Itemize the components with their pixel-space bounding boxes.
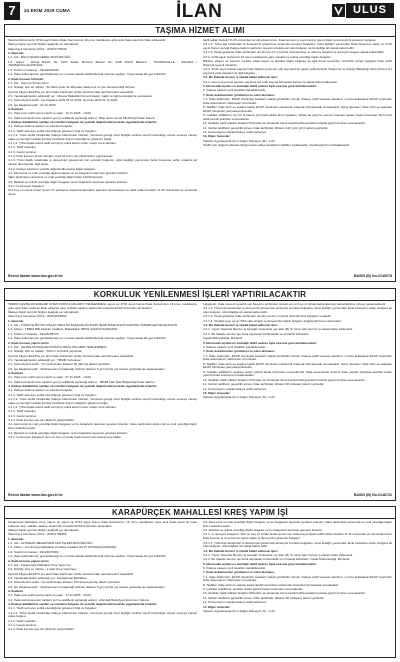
notice-paragraph: 8. Teklifler, ihale tarih ve saatine kadar EKAP üzerinden elektronik ortamda hazırlanarak sunulacaktır. (203, 582, 340, 587)
notice-paragraph: 4.4. Bu ihalede benzer iş olarak kabul edilecek işler: (203, 548, 279, 553)
notice-paragraph: 4.4.2. Bu ihalede benzer işe denk sayılacak mühendislik ve mimarlık bölümleri: (203, 331, 310, 336)
notice-paragraph: 12. Konsorsiyum olarak ihaleye teklif verilemez. (203, 130, 268, 134)
notice-paragraph: İhale Kayıt Numarası (İKN) : 2025/1919062 (8, 314, 67, 319)
notice-paragraph: 1.1. Adı : TÜRKİYE BÜYÜK MİLLET MECLİSİ BAŞKANLIĞI İDARİ İŞLER BAŞKANLIĞI DESTEK HİZMETLERİ BAŞKANLIĞI (8, 323, 178, 328)
notice-paragraph: 2.1. Adı : ÇEVRE DUVARLARI KISMİ KORKULUKLARIN YENİLENMESİ (8, 344, 107, 349)
notice-paragraph: 7. İhale dokümanının görülmesi ve satın alınması: (203, 92, 275, 97)
logo-mark-icon (332, 4, 345, 17)
newspaper-logo (332, 3, 394, 18)
section-title: İLAN (176, 1, 223, 22)
notice-paragraph: 4.3.1.3. Ortaklık payı en az %51 olan ortağın iş deneyimine ilişkin belgeler değerlendirmeye alınacaktır. (203, 318, 342, 323)
notice-title-bar (5, 25, 395, 37)
official-ads-link[interactable]: Resmî ilanlar www.ilan.gov.tr'de (8, 274, 63, 278)
masthead (0, 0, 400, 22)
notice-paragraph: 4.1.1.1. Tüzel kişilik tarafından ihaleye katılınması halinde, mevzuatı gereği tüzel kişiliğin siciline kayıtlı bulunduğu ticaret ve/veya sanayi odası ya da ilgili mesleki kuruluş nezdinde kayıtlı olunduğunu gösteren belge. (8, 132, 197, 141)
notice-paragraph: 4.3.1. İş deneyim belgeleri: (8, 183, 45, 188)
notice-paragraph: 4.1.1.1. Tüzel kişilik tarafından ihaleye katılınması halinde, mevzuatı gereği tüzel kişiliğin siciline kayıtlı bulunduğu ticaret ve/veya sanayi odası belgesi. (8, 610, 197, 619)
notice-paragraph: 2.3. Yapılacağı/teslim edileceği yer : Karapürçek Mahallesi (8, 575, 87, 580)
press-number: BASIN (B) No:2148731 (353, 493, 392, 497)
tender-notice-transport (4, 24, 396, 282)
notice-paragraph: 5. Ekonomik açıdan en avantajlı teklif sadece fiyat esasına göre belirlenecektir. (203, 561, 317, 566)
notice-paragraph: 7.1. İhale dokümanı, EKAP üzerinden bedelsiz olarak görülebilir. Ancak, ihaleye teklif verecek olanların, e-imza kullanarak EKAP üzerinden ihale dokümanını indirmeleri zorunludur. (203, 97, 392, 105)
notice-paragraph: 4.4. Bu ihalede benzer iş olarak kabul edilecek işler: (203, 323, 279, 328)
notice-title: KARAPÜRÇEK MAHALLESİ KREŞ YAPIM İŞİ (112, 508, 288, 517)
notice-paragraph: 3.1. İhale (son teklif verme) tarih ve saati : 17.11.2025 - 10:00 (8, 593, 91, 598)
notice-paragraph: 4.3.1.2. Ortak girişimler ihale tarihinden önceki son bir yıl içinde düzenlenmiş belgeleri sunabilir. (203, 314, 332, 319)
notice-paragraph: 1.2. Adresi : Ahmet Rasim Sk. Fatih Sultan Mehmet Bulvarı No: 44/B 06370 Batıkent - YENİMAHALLE / ANKARA / YENİMAHALLE/ANKARA (8, 59, 197, 68)
notice-paragraph: 2- İhale konusu hizmetin (8, 76, 44, 81)
notice-paragraph: İhalede Uygulanacak Sınır Değer Katsayısı (N) : 1,00 (203, 395, 275, 400)
notice-paragraph: 4.3.1.1. Tüzel kişi tarafından iş deneyimini göstermek amacıyla sunulan belgelere; tüzel kişiliğin yarısından fazla hissesine sahip ortağına ait olan belgeler, tüzel kişiliğe ait olarak kabul edilir. (203, 306, 392, 315)
notice-paragraph: 3.1. İhale (son teklif verme) tarih ve saati : 07.11.2025 - 10:00 (8, 375, 91, 380)
notice-column-right (203, 521, 392, 633)
notice-paragraph: 4.1.4. İhale konusu işte alt yüklenici çalıştırılabilir. (8, 418, 75, 423)
notice-paragraph: 4.3.3. 4734 sayılı Kanun kapsamında faaliyet gösteren yük taşımacılığı yapan yüklenicilerin Ulaştırma ve Altyapı Bakanlığı'ndan alınmış K1 veya K3 yetki belgeleri ile ilgili belgeler. (203, 67, 392, 75)
notice-paragraph: 6. İhaleye sadece yerli istekliler katılabilecektir. (203, 344, 266, 349)
notice-paragraph: 3.1. İhale (son teklif verme) tarih ve saati : 19.11.2025 - 10:00 (8, 111, 91, 116)
notice-body (8, 521, 392, 633)
notice-paragraph: 4.1.1.2. Tüzel kişilik adına teklif vermeye yetkili kişinin noter onaylı imza sirküleri. (8, 141, 117, 146)
notice-paragraph: 2- İhale konusu yapım işinin (8, 340, 49, 345)
notice-paragraph: 2.2. Niteliği, türü ve miktarı : 82 farklı türde 34.392 adet nakliye işi ve yön denetmenliği hizmeti (8, 85, 135, 90)
notice-paragraph: Ayrıntılı bilgiye EKAP'ta yer alan ihale dokümanı içinde bulunan idari şartnameden ulaşılabilir. (8, 353, 134, 358)
notice-paragraph: 10. İstekliler teklif ettikleri bedelin %3'ünden az olmamak üzere kendi belirleyecekleri tutarda geçici teminat vereceklerdir. (203, 591, 366, 596)
notice-paragraph: Taşıma hizmet alımı 4734 sayılı Kamu İhale Kanununun 19 uncu maddesine göre açık ihale usulü ile ihale edilecektir. (8, 39, 167, 42)
issue-date: 24 EKİM 2025 CUMA (24, 8, 71, 13)
notice-paragraph: TEMİNİ ÇEVRE DUVARLARI KISMİ KORKULUKLARIN YENİLENMESİ yapım işi 4734 sayılı Kamu İhale Kanununun 19 uncu maddesine göre açık ihale usulü ile ihale edilecek olup, teklifler sadece elektronik ortamda EKAP üzerinden alınacaktır. (8, 303, 197, 310)
notice-paragraph: 2.5. İşe başlama tarihi : Sözleşmenin imzalandığı tarihten itibaren 5 gün içinde yer teslimi yapılarak işe başlanacaktır. (8, 366, 166, 371)
notice-paragraph: 12. Konsorsiyum olarak ihaleye teklif verilemez. (203, 600, 268, 605)
notice-paragraph: 2.2. Niteliği, türü ve miktarı : 1 Adet Kreş Yapılması (8, 567, 77, 572)
notice-paragraph: 4.1.4. İhale konusu alımın tamamı veya bir kısmı alt yüklenicilere yaptırılamaz. (8, 154, 114, 159)
notice-paragraph: 5. Ekonomik açıdan en avantajlı teklif sadece fiyat esasına göre belirlenecektir. (203, 84, 317, 88)
notice-paragraph: 3- İhalenin (8, 106, 24, 111)
notice-paragraph: İhaleye ilişkin ayrıntılı bilgiler aşağıda yer almaktadır: (8, 528, 80, 533)
notice-paragraph: İhaleye ilişkin ayrıntılı bilgiler aşağıda yer almaktadır: (8, 310, 80, 315)
notice-paragraph: 4.1.1.1. Tüzel kişilik tarafından ihaleye katılınması halinde, mevzuatı gereği tüzel kişiliğin siciline kayıtlı bulunduğu ticaret ve/veya sanayi odası ya da ilgili mesleki kuruluş nezdinde kayıtlı olduğunu gösteren belge. (8, 396, 197, 405)
notice-paragraph: 4.2. Ekonomik ve mali yeterliğe ilişkin belgeler ve bu belgelerin taşıması gereken kriterler: İdare tarafından ekonomik ve mali yeterliğe ilişkin kriter belirtilmemiştir. (203, 521, 392, 528)
press-number: BASIN (B) No:2146678 (353, 274, 392, 278)
notice-paragraph: 4. İhaleye katılabilme şartları ve istenilen belgeler ile yeterlik değerlendirmesinde uygulanacak kriterler: (8, 383, 158, 388)
notice-paragraph: 4.1.6. İhaleye katılımın yeterlik değerlendirmesine ilişkin belgeler. (8, 166, 96, 171)
notice-paragraph: 2.4. Süresi/teslim tarihi : Yer tesliminden itibaren 60 (altmış) takvim günüdür. (8, 362, 111, 367)
notice-paragraph: 2.1. Adı : Taşıma Hizmet Alımı (8, 80, 49, 85)
notice-title: KORKULUK YENİLENMESİ İŞLERİ YAPTIRILACAKTIR (93, 290, 307, 299)
notice-paragraph: 4.1. İhaleye katılma şartları ve istenilen belgeler: (8, 124, 74, 129)
notice-title-bar (5, 289, 395, 301)
notice-paragraph: 1- İdarenin (8, 51, 24, 56)
notice-paragraph: 4.2. Ekonomik ve mali yeterliğe ilişkin belgeler ve bu belgelerin taşıması gereken kriterler: İdare tarafından ekonomik ve mali yeterliğe ilişkin kriter belirtilmemiştir. (8, 422, 197, 431)
notice-paragraph: 4.1.4. İhale konusu işte alt yüklenici çalıştırılabilir. (8, 627, 75, 632)
notice-paragraph: 9. İstekliler tekliflerini, anahtar teslim götürü bedel üzerinden vereceklerdir. İhale sonucunda, üzerine ihale yapılan istekliyle anahtar teslim götürü bedel sözleşme imzalanacaktır. (203, 369, 392, 378)
notice-paragraph: 1.2. Adresi : Cumhuriyet Mahallesi Kurtuluş Caddesi No:27 ALTINDAĞ/ANKARA (8, 545, 117, 550)
notice-title-bar (5, 507, 395, 519)
notice-paragraph: 4.1.3. Geçici teminat. (8, 413, 37, 418)
notice-paragraph: 1.4. İhale dokümanının görülebileceği ve e-imzalı olarak indirilebileceği internet sayfası : https://ekap.kik.gov.tr/EKAP/ (8, 336, 166, 341)
notice-paragraph: İhaleye ilişkin ayrıntılı bilgiler aşağıda yer almaktadır: (8, 42, 80, 47)
notice-paragraph: 2- İhale konusu yapım işinin (8, 558, 49, 563)
notice-paragraph: 11. Verilen tekliflerin geçerlilik süresi, ihale tarihinden itibaren 90 (doksan) takvim günüdür. (203, 595, 325, 600)
notice-title: TAŞIMA HİZMET ALIMI (155, 26, 245, 35)
notice-paragraph: 3- İhalenin (8, 588, 24, 593)
notice-paragraph: 4.3. Mesleki ve teknik yeterliğe ilişkin belgeler ve bu belgelerin taşıması gereken kriterler: (8, 179, 128, 184)
notice-paragraph: 4.1.2. Teklif mektubu. (8, 145, 37, 150)
notice-paragraph: 4.4.2. Bu ihalede benzer işe denk sayılacak mühendislik ve mimarlık bölümleri: İnşaat Mühendisliği, Mimarlık (203, 557, 350, 562)
notice-paragraph: 7.1. İhale dokümanı, EKAP üzerinden bedelsiz olarak görülebilir. Ancak, ihaleye teklif verecek olanların, e-imza kullanarak EKAP üzerinden ihale dokümanını indirmeleri zorunludur. (203, 353, 392, 362)
notice-paragraph: 4.4.1. Yapım İşlerinde Benzer İş Grupları Listesinde yer alan (B) III. Grup işler benzer iş olarak kabul edilecektir. (203, 552, 354, 557)
notice-paragraph: 4.3.2. 4734 sayılı Kanun'un 10 uncu maddesine göre mesleki ve teknik yeterliğe ilişkin belgeler: (203, 54, 332, 59)
notice-paragraph: teklif edilen bedelin % 25 oranından az olmamak üzere, ihale konusu iş veya benzer işlere ilişkin iş deneyimini gösteren belgeler. (203, 39, 377, 42)
notice-paragraph: İhalede Uygulanacak Sınır Değer Katsayısı (R) : 1,00 (203, 138, 275, 143)
notice-paragraph: 1.2. Adresi : TBMM Milli İradeler Caddesi, Bakanlıklar 06543 ÇANKAYA/ANKARA (8, 327, 118, 332)
tender-notice-kindergarten (4, 506, 396, 658)
official-ads-link[interactable]: Resmî ilanlar www.ilan.gov.tr'de (8, 493, 63, 497)
notice-paragraph: 2.3. Yapılacağı/teslim edileceği yer : Mevcut Bakanlık hizmet binaları, bağlı ve ilgili kuruluşlar ile yerleşkeler (8, 93, 153, 98)
notice-paragraph: İhale Kayıt Numarası (İKN) : 2025/1775848 (8, 46, 67, 51)
notice-paragraph: 1.4. İhale dokümanının görülebileceği ve e-imzalı olarak indirilebileceği internet sayfası : https://ekap.kik.gov.tr/EKAP/ (8, 554, 166, 559)
notice-paragraph: 13. Diğer hususlar: (203, 604, 231, 609)
notice-paragraph: İdare tarafından ekonomik ve mali yeterliğe ilişkin kriter belirtilmemiştir. (8, 175, 104, 180)
notice-paragraph: Teklifi sınır değerin altında olduğu tespit edilen isteklilerin teklifleri açıklamaları istenilmeksizin reddedilecektir. (203, 143, 350, 148)
notice-paragraph: 4.1.3. Geçici teminat. (8, 623, 37, 628)
notice-paragraph: 2.4. Süresi/teslim tarihi : Yer tesliminden itibaren 270 (ikiyüzyetmiş) takvim günüdür. (8, 580, 121, 585)
notice-paragraph: Karapürçek Mahallesi Kreş Yapım İşi yapım işi 4734 sayılı Kamu İhale Kanununun 19 uncu maddesine göre açık ihale usulü ile ihale edilecek olup, teklifler sadece elektronik ortamda EKAP üzerinden alınacaktır. (8, 521, 197, 528)
notice-paragraph: 7.1. İhale dokümanı, EKAP üzerinden bedelsiz olarak görülebilir. Ancak, ihaleye teklif verecek olanların, e-imza kullanarak EKAP üzerinden ihale dokümanını indirmeleri zorunludur. (203, 574, 392, 583)
notice-paragraph: 4.3.1.1. Tüzel kişi tarafından iş deneyimini göstermek amacıyla sunulan belgelere; tüzel kişiliğin yarısından fazla hissesine sahip ortağına ait olan belgeler, tüzel kişiliğe ait olarak kabul edilir. (203, 540, 392, 549)
notice-paragraph: 2.2. Niteliği, türü ve miktarı : 520 m² korkuluk yapılması (8, 349, 83, 354)
notice-paragraph: 4. İhaleye katılabilme şartları ve istenilen belgeler ile yeterlik değerlendirmesinde uygulanacak kriterler: (8, 601, 158, 606)
notice-paragraph: 4.1.5. Tüzel kişilik tarafından iş deneyimini göstermek için sunulan belgenin, tüzel kişiliğin yarısından fazla hissesine sahip ortağına ait olması durumunda, ilgili belge. (8, 158, 197, 167)
notice-column-left (8, 521, 197, 633)
notice-paragraph: belgelerin, ihale veya ön yeterlik son başvuru tarihinden önceki son on beş yıl içinde kabul işlemleri tamamlanmış olması gerekmektedir. (203, 303, 387, 306)
notice-paragraph: 4.3. Mesleki ve teknik yeterliğe ilişkin belgeler ve bu belgelerin taşıması gereken kriterler: (8, 430, 128, 435)
notice-paragraph: Ayrıntılı bilgiye EKAP'ta yer alan ihale dokümanı içinde bulunan idari şartnameden ulaşılabilir. (8, 571, 134, 576)
notice-paragraph: 10. İstekliler teklif ettikleri bedelin %3'ünden az olmamak üzere kendi belirleyecekleri tutarda geçici teminat vereceklerdir. (203, 377, 366, 382)
notice-paragraph: 12. Konsorsiyum olarak ihaleye teklif verilemez. (203, 386, 268, 391)
notice-paragraph: 3.2. İhale komisyonunun toplantı yeri (e-tekliflerin açılacağı adres) : TBMM İdari İşler Başkanlığı İhale Salonu (8, 379, 155, 384)
notice-paragraph: 7. İhale dokümanının görülmesi ve satın alınması: (203, 349, 275, 354)
notice-paragraph: İhalede Uygulanacak Sınır Değer Katsayısı (N) : 1,00 (203, 608, 275, 613)
notice-paragraph: 4.3.1. İş deneyim belgeleri: Son on beş yıl içinde bedel içeren tek sözleşmeye ilişkin (8, 434, 121, 439)
notice-paragraph: 4.3.1. İş deneyim belgeleri: Son on beş yıl içinde bedel içeren tek sözleşmeye ilişkin teklif edilen bedelin % 40 oranından az olmamak üzere ihale konusu iş veya benzer işlere ilişkin iş deneyimini gösteren belgeler. (203, 532, 392, 541)
notice-paragraph: 2.3. Yapılacağı/teslim edileceği yer : TBMM Yerleşkesi (8, 357, 81, 362)
notice-paragraph: 1.4. İhale dokümanının görülebileceği ve e-imzalı olarak indirilebileceği internet sayfası : https://ekap.kik.gov.tr/EKAP/ (8, 72, 166, 77)
notice-paragraph: 11. Verilen tekliflerin geçerlilik süresi, ihale tarihinden itibaren 90 (doksan) takvim günüdür. (203, 382, 325, 387)
notice-paragraph: 4.1.2. Teklif mektubu. (8, 618, 37, 623)
notice-paragraph: 8. Teklifler, ihale tarih ve saatine kadar EKAP üzerinden elektronik ortamda hazırlanarak sunulacaktır. Açılış işlemleri, ihale tarih ve saatinde EKAP üzerinden gerçekleştirilecektir. (203, 361, 392, 370)
notice-body (8, 303, 392, 440)
notice-paragraph: 1.1. Adı : ALTINDAĞ BELEDİYESİ FEN İŞLERİ MÜDÜRLÜĞÜ (8, 541, 93, 546)
notice-paragraph: 11. Verilen tekliflerin geçerlilik süresi, ihale tarihinden itibaren 120 (yüz yirmi) takvim günüdür. (203, 125, 329, 130)
notice-paragraph: 2.5. İşe başlama tarihi : Sözleşmenin imzalandığı tarihten itibaren 5 gün içinde yer teslimi yapılarak işe başlanacaktır. (8, 584, 166, 589)
notice-column-left (8, 303, 197, 440)
notice-body (8, 39, 392, 197)
notice-paragraph: 7. İhale dokümanının görülmesi ve satın alınması: (203, 570, 275, 575)
notice-paragraph: 6. İhaleye sadece yerli istekliler katılabilecektir. (203, 88, 266, 93)
notice-paragraph: 13. Diğer hususlar: (203, 390, 231, 395)
notice-footer (8, 492, 392, 498)
notice-paragraph: 4.2. Ekonomik ve mali yeterliğe ilişkin belgeler ve bu belgelerin taşıması gereken kriterler: (8, 170, 129, 175)
notice-paragraph: 9. İstekliler tekliflerini, anahtar teslim götürü bedel üzerinden vereceklerdir. (203, 587, 303, 592)
notice-paragraph: 6. İhaleye sadece yerli istekliler katılabilecektir. (203, 566, 266, 570)
notice-paragraph: 1- İdarenin (8, 536, 24, 541)
notice-paragraph: 2.4. Süresi/teslim tarihi : İşe başlama tarihi 01.01.2026, işin bitiş tarihi 31.12.2026 (8, 98, 118, 103)
notice-paragraph: 4.1.1. Teklif vermeye yetkili olunduğunu gösteren bilgi ve belgeler; (8, 128, 97, 133)
notice-paragraph: 4.1. İhaleye katılma şartları ve istenilen belgeler: (8, 388, 74, 393)
notice-footer (8, 273, 392, 279)
notice-paragraph: 4.3.1.2. Ortak girişimler ihale tarihinden önceki son bir yıl içinde düzenlenmiş ve alınmış belgeleri iş deneyim belgesi olarak kullanabilir. (203, 50, 385, 55)
notice-paragraph: 3.2. İhale komisyonunun toplantı yeri (e-tekliflerin açılacağı adres) : Altındağ Belediyesi Encümen Salonu (8, 597, 150, 602)
notice-column-left (8, 39, 197, 197)
notice-paragraph: Bilirkişi, eksper ve benzeri meslek odası kaydı ve bunlara ilişkin belgeler ile ilgili kamu kurumları nezdinde alınan belgeler ihale tarihi itibarıyla geçerli olmalıdır. (203, 59, 392, 67)
notice-paragraph: 1.1. Adı : BİLGİ İŞLEM GENEL MÜDÜRLÜĞÜ (8, 55, 71, 60)
page-number: 7 (4, 2, 20, 20)
notice-paragraph: 2.5. İşe başlama tarihi : 01.01.2026 (8, 102, 56, 107)
notice-paragraph: İnşaat Mühendisliği, Mimarlık (203, 336, 243, 341)
notice-paragraph: 4. İhaleye katılabilme şartları ve istenilen belgeler ile yeterlik değerlendirmesinde uygulanacak kriterler: (8, 119, 158, 124)
notice-column-right (203, 303, 392, 440)
notice-paragraph: 5. Ekonomik açıdan en avantajlı teklif sadece fiyat esasına göre belirlenecektir. (203, 340, 317, 345)
notice-paragraph: 3.2. İhale komisyonunun toplantı yeri (e-tekliflerin açılacağı adres) : Bilgi İşlem Genel Müdürlüğü İhale Salonu (8, 115, 156, 120)
notice-paragraph: 4.1.1. Teklif vermeye yetkili olunduğunu gösteren bilgi ve belgeler; (8, 606, 97, 611)
notice-paragraph: 4.3. Mesleki ve teknik yeterliğe ilişkin belgeler ve bu belgelerin taşıması gereken kriterler: (203, 528, 323, 533)
notice-paragraph: 2.1. Adı : Karapürçek Mahallesi Kreş Yapım İşi (8, 562, 71, 567)
logo-text: ULUS (346, 3, 394, 18)
notice-paragraph: 4.3.1.1. Tüzel kişi tarafından iş deneyimini göstermek amacıyla sunulan belgelere; tüzel kişiliğin yarısından fazla hissesine sahip ve 4734 sayılı Kanun gereği ihaleye katılım şartlarını taşıyan ortağına ait olan belgeler, tüzel kişiliğe ait olarak kabul edilir. (203, 42, 392, 51)
notice-paragraph: 3- İhalenin (8, 370, 24, 375)
notice-paragraph: 4.1.2. Teklif mektubu. (8, 409, 37, 414)
notice-paragraph: 1- İdarenin (8, 318, 24, 323)
notice-column-right (203, 39, 392, 197)
notice-paragraph: 1.3. Telefon numarası : 03122003345 (8, 67, 59, 72)
notice-paragraph: 4.4.1. Yapım İşlerinde Benzer İş Grupları Listesinde yer alan (B) III. Grup işler benzer iş olarak kabul edilecektir. (203, 327, 354, 332)
notice-paragraph: 13. Diğer hususlar: (203, 134, 231, 139)
notice-paragraph: 9. İstekliler tekliflerini, her bir iş kalemi için teklif edilen birim fiyatların miktarı ile çarpımı sonucu bulunan toplam bedel üzerinden birim fiyat teklif cetveli şeklinde vereceklerdir. (203, 113, 392, 121)
notice-paragraph: Son beş yıl içinde bedel içeren bir sözleşme kapsamında kabul işlemleri tamamlanan ve teklif edilen bedelin % 25 oranından az olmamak üzere (8, 188, 197, 196)
notice-paragraph: 4.4. Bu ihalede benzer iş olarak kabul edilecek işler: (203, 75, 279, 80)
notice-paragraph: 4.4.1. Kamu veya özel sektöre yapılmış her türlü taşıma hizmetleri benzer iş olarak kabul edilecektir. (203, 79, 338, 84)
notice-paragraph: İhale Kayıt Numarası (İKN) : 2025/1789466 (8, 532, 67, 537)
notice-paragraph: 1.3. Telefon numarası : 03124206726 (8, 331, 59, 336)
notice-paragraph: 1.3. Telefon numarası : 03123970480 (8, 549, 59, 554)
notice-paragraph: Ayrıntılı bilgiye EKAP'ta yer alan ihale dokümanı içinde bulunan idari şartnameden ulaşılabilir. (8, 89, 134, 94)
notice-paragraph: 8. Teklifler, ihale tarih ve saatine kadar EKAP üzerinden elektronik ortamda hazırlanarak sunulacaktır. Açılış işlemleri, ihale tarih ve saatinde EKAP üzerinden gerçekleştirilecektir. (203, 105, 392, 113)
notice-paragraph: 4.1.1.2. Tüzel kişilik adına teklif vermeye yetkili kişinin noter onaylı imza sirküleri. (8, 405, 117, 410)
notice-paragraph: 10. İstekliler teklif ettikleri bedelin %3'ünden az olmamak üzere kendi belirleyecekleri tutarda geçici teminat vereceklerdir. (203, 121, 366, 126)
notice-paragraph: 4.1.1. Teklif vermeye yetkili olunduğunu gösteren bilgi ve belgeler; (8, 392, 97, 397)
notice-paragraph: 4.1.3. Geçici teminat. (8, 149, 37, 154)
tender-notice-railing (4, 288, 396, 501)
